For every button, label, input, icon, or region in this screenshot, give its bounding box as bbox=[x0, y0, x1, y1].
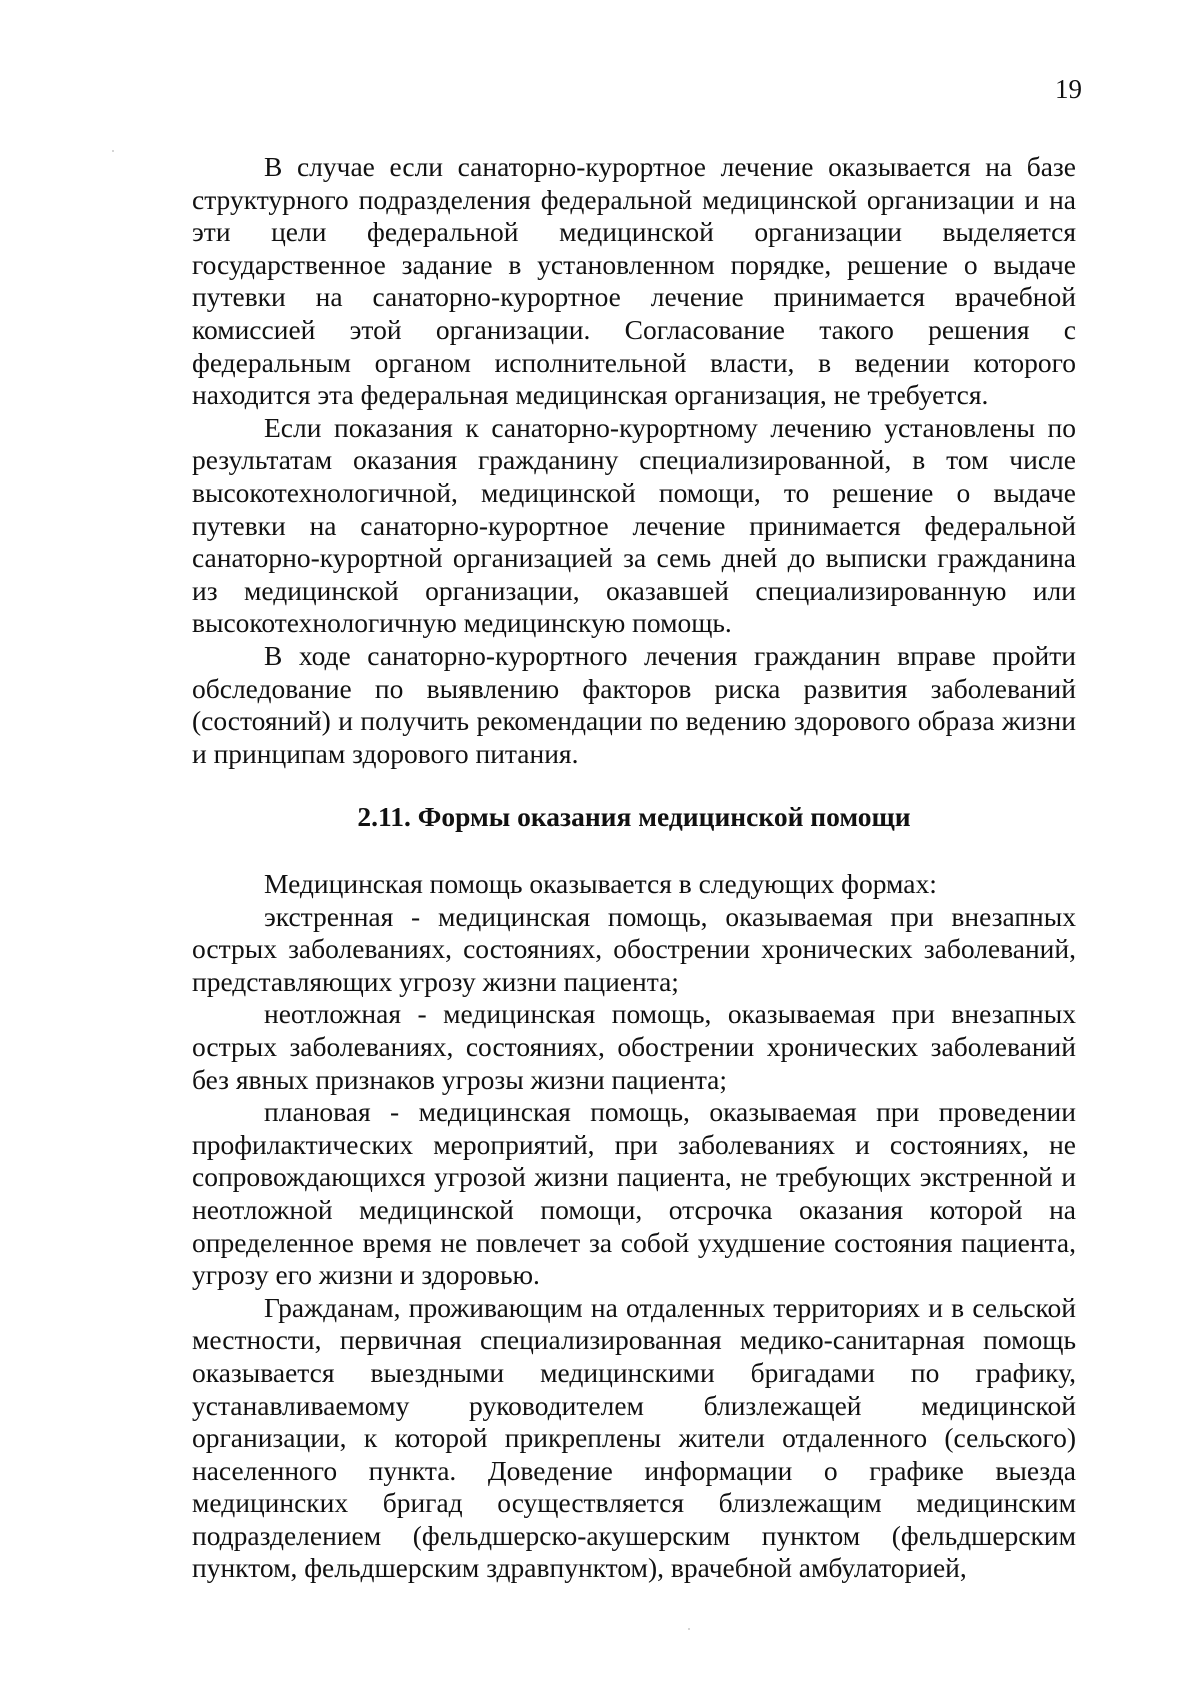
section-heading: 2.11. Формы оказания медицинской помощи bbox=[357, 801, 911, 832]
paragraph-sanatorium-indications: Если показания к санаторно-курортному лечению установлены по результатам оказания гражданину специализированной, в том числе высокотехнологичной, медицинской помощи, то решение о выдаче путевки на санаторно-курортное лечение принимается федеральной санаторно-курортной организацией за семь дней до выписки гражданина из медицинской организации, оказавшей специализированную или высокотехнологичную медицинскую помощь. bbox=[192, 411, 1076, 639]
paragraph-sanatorium-structural-unit: В случае если санаторно-курортное лечение оказывается на базе структурного подразделения федеральной медицинской организации и на эти цели федеральной медицинской организации выделяется государственное задание в установленном порядке, решение о выдаче путевки на санаторно-курортное лечение принимается врачебной комиссией этой организации. Согласование такого решения с федеральным органом исполнительной власти, в ведении которого находится эта федеральная медицинская организация, не требуется. bbox=[192, 151, 1076, 411]
body-text-bottom bbox=[192, 868, 1076, 1585]
scan-speck bbox=[688, 1628, 690, 1630]
paragraph-planned-form: плановая - медицинская помощь, оказываемая при проведении профилактических мероприятий, при заболеваниях и состояниях, не сопровождающихся угрозой жизни пациента, не требующих экстренной и неотложной медицинской помощи, отсрочка оказания которой на определенное время не повлечет за собой ухудшение состояния пациента, угрозу его жизни и здоровью. bbox=[192, 1096, 1076, 1291]
page-number: 19 bbox=[1055, 74, 1082, 104]
paragraph-urgent-form: неотложная - медицинская помощь, оказываемая при внезапных острых заболеваниях, состояниях, обострении хронических заболеваний без явных признаков угрозы жизни пациента; bbox=[192, 998, 1076, 1095]
paragraph-emergency-form: экстренная - медицинская помощь, оказываемая при внезапных острых заболеваниях, состояниях, обострении хронических заболеваний, представляющих угрозу жизни пациента; bbox=[192, 900, 1076, 997]
scan-speck bbox=[112, 150, 114, 152]
paragraph-remote-territories: Гражданам, проживающим на отдаленных территориях и в сельской местности, первичная специализированная медико-санитарная помощь оказывается выездными медицинскими бригадами по графику, устанавливаемому руководителем близлежащей медицинской организации, к которой прикреплены жители отдаленного (сельского) населенного пункта. Доведение информации о графике выезда медицинских бригад осуществляется близлежащим медицинским подразделением (фельдшерско-акушерским пунктом (фельдшерским пунктом, фельдшерским здравпунктом), врачебной амбулаторией, bbox=[192, 1291, 1076, 1584]
body-text-top bbox=[192, 151, 1076, 770]
paragraph-forms-intro: Медицинская помощь оказывается в следующих формах: bbox=[264, 868, 937, 899]
paragraph-risk-factor-examination: В ходе санаторно-курортного лечения гражданин вправе пройти обследование по выявлению факторов риска развития заболеваний (состояний) и получить рекомендации по ведению здорового образа жизни и принципам здорового питания. bbox=[192, 639, 1076, 769]
